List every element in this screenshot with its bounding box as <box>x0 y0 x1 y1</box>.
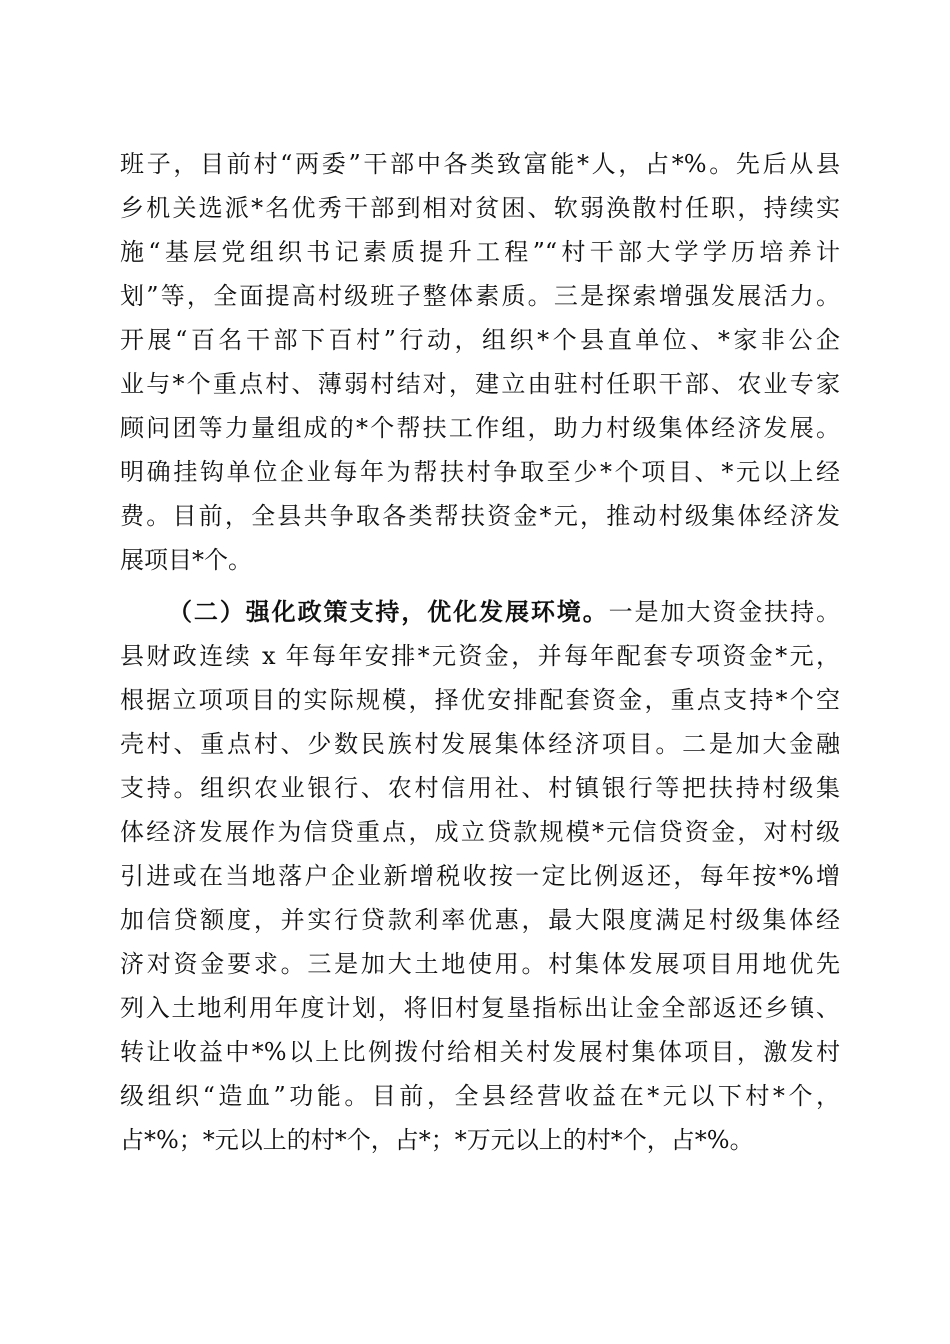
text-line: 施“基层党组织书记素质提升工程”“村干部大学学历培养计 <box>120 238 840 266</box>
text-line: 占*%；*元以上的村*个，占*；*万元以上的村*个，占*%。 <box>120 1126 754 1154</box>
text-line: 根据立项项目的实际规模，择优安排配套资金，重点支持*个空 <box>120 686 840 714</box>
text-line: 班子，目前村“两委”干部中各类致富能*人，占*%。先后从县 <box>120 150 840 178</box>
text-line: 明确挂钩单位企业每年为帮扶村争取至少*个项目、*元以上经 <box>120 458 840 486</box>
text-line: 体经济发展作为信贷重点，成立贷款规模*元信贷资金，对村级 <box>120 818 840 846</box>
text-line: 加信贷额度，并实行贷款利率优惠，最大限度满足村级集体经 <box>120 906 840 934</box>
text-line: 费。目前，全县共争取各类帮扶资金*元，推动村级集体经济发 <box>120 502 840 530</box>
text-run: 一是加大资金扶持。 <box>608 598 840 626</box>
text-line: 业与*个重点村、薄弱村结对，建立由驻村任职干部、农业专家 <box>120 370 840 398</box>
text-line: 支持。组织农业银行、农村信用社、村镇银行等把扶持村级集 <box>120 774 840 802</box>
text-line: 列入土地利用年度计划，将旧村复垦指标出让金全部返还乡镇、 <box>120 994 840 1022</box>
section-heading: （二）强化政策支持，优化发展环境。 <box>168 597 609 626</box>
text-line: 引进或在当地落户企业新增税收按一定比例返还，每年按*%增 <box>120 862 840 890</box>
text-line: 开展“百名干部下百村”行动，组织*个县直单位、*家非公企 <box>120 326 840 354</box>
text-line: 划”等，全面提高村级班子整体素质。三是探索增强发展活力。 <box>120 282 840 310</box>
text-line <box>168 590 840 634</box>
text-line: 展项目*个。 <box>120 546 252 574</box>
text-line: 顾问团等力量组成的*个帮扶工作组，助力村级集体经济发展。 <box>120 414 840 442</box>
text-line: 级组织“造血”功能。目前，全县经营收益在*元以下村*个， <box>120 1082 840 1110</box>
text-line: 壳村、重点村、少数民族村发展集体经济项目。二是加大金融 <box>120 730 840 758</box>
text-line: 转让收益中*%以上比例拨付给相关村发展村集体项目，激发村 <box>120 1038 840 1066</box>
text-line: 县财政连续 x 年每年安排*元资金，并每年配套专项资金*元， <box>120 642 840 670</box>
text-line: 济对资金要求。三是加大土地使用。村集体发展项目用地优先 <box>120 950 840 978</box>
text-line: 乡机关选派*名优秀干部到相对贫困、软弱涣散村任职，持续实 <box>120 194 840 222</box>
